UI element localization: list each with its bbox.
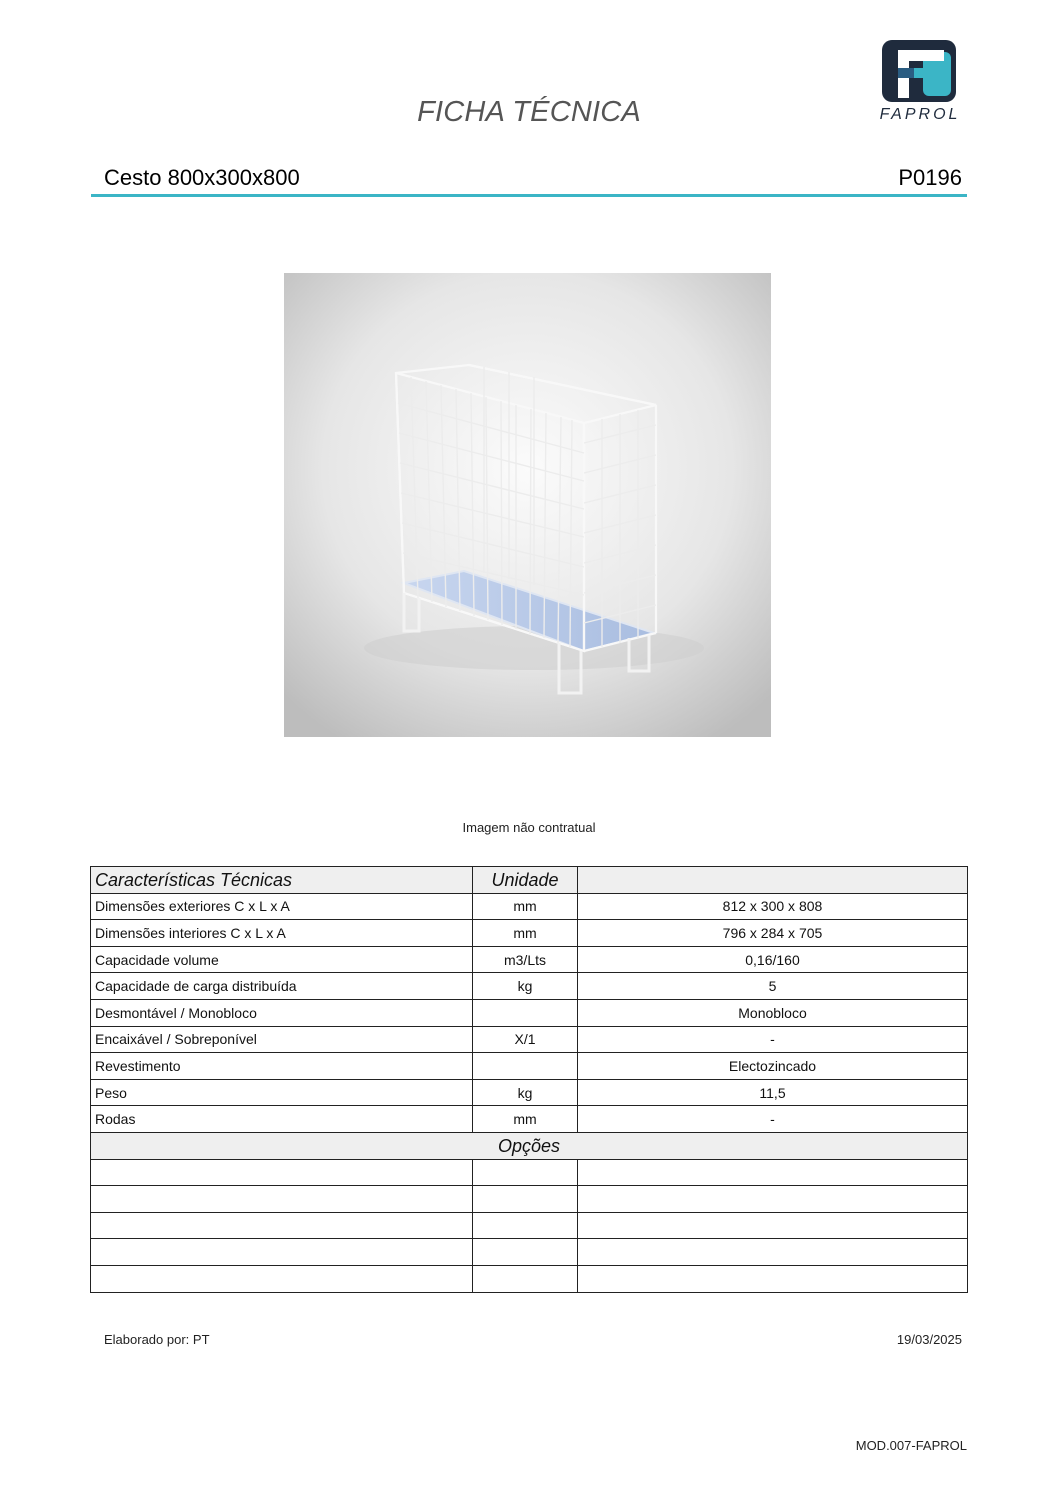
option-label [91, 1212, 473, 1239]
author-note: Elaborado por: PT [104, 1332, 210, 1347]
row-label: Revestimento [91, 1053, 473, 1080]
option-value [578, 1239, 968, 1266]
options-header-row [91, 1132, 968, 1159]
row-unit: kg [473, 973, 578, 1000]
row-value: 796 x 284 x 705 [578, 920, 968, 947]
option-row [91, 1186, 968, 1213]
image-disclaimer: Imagem não contratual [462, 820, 596, 835]
option-value [578, 1186, 968, 1213]
row-unit: kg [473, 1079, 578, 1106]
table-row [91, 946, 968, 973]
product-photo [284, 273, 771, 737]
table-row [91, 1106, 968, 1133]
row-label: Dimensões interiores C x L x A [91, 920, 473, 947]
option-unit [473, 1212, 578, 1239]
product-name: Cesto 800x300x800 [104, 165, 300, 190]
table-row [91, 1053, 968, 1080]
row-unit: m3/Lts [473, 946, 578, 973]
row-value: Electozincado [578, 1053, 968, 1080]
option-label [91, 1186, 473, 1213]
row-label: Desmontável / Monobloco [91, 999, 473, 1026]
option-value [578, 1265, 968, 1292]
table-row [91, 973, 968, 1000]
model-reference: MOD.007-FAPROL [855, 1438, 967, 1453]
row-value: - [578, 1106, 968, 1133]
option-row [91, 1265, 968, 1292]
row-unit [473, 1053, 578, 1080]
product-code: P0196 [898, 165, 962, 190]
option-label [91, 1239, 473, 1266]
table-row [91, 999, 968, 1026]
document-title: FICHA TÉCNICA [417, 96, 641, 128]
option-value [578, 1159, 968, 1186]
row-unit [473, 999, 578, 1026]
row-label: Capacidade de carga distribuída [91, 973, 473, 1000]
row-value: 0,16/160 [578, 946, 968, 973]
table-row [91, 1026, 968, 1053]
header-value [578, 867, 968, 894]
option-unit [473, 1239, 578, 1266]
header-characteristics: Características Técnicas [91, 867, 473, 894]
options-title: Opções [91, 1132, 968, 1159]
option-unit [473, 1186, 578, 1213]
table-row [91, 893, 968, 920]
row-value: - [578, 1026, 968, 1053]
row-value: 812 x 300 x 808 [578, 893, 968, 920]
row-value: 5 [578, 973, 968, 1000]
row-label: Encaixável / Sobreponível [91, 1026, 473, 1053]
brand-name: FAPROL [879, 106, 961, 123]
row-label: Rodas [91, 1106, 473, 1133]
option-label [91, 1265, 473, 1292]
option-unit [473, 1265, 578, 1292]
row-label: Peso [91, 1079, 473, 1106]
row-unit: X/1 [473, 1026, 578, 1053]
specs-table [90, 866, 968, 1293]
table-row [91, 1079, 968, 1106]
table-header-row [91, 867, 968, 894]
option-row [91, 1159, 968, 1186]
document-date: 19/03/2025 [896, 1332, 962, 1347]
option-row [91, 1212, 968, 1239]
option-value [578, 1212, 968, 1239]
row-label: Dimensões exteriores C x L x A [91, 893, 473, 920]
option-label [91, 1159, 473, 1186]
table-row [91, 920, 968, 947]
row-value: Monobloco [578, 999, 968, 1026]
header-unit: Unidade [473, 867, 578, 894]
row-label: Capacidade volume [91, 946, 473, 973]
row-value: 11,5 [578, 1079, 968, 1106]
row-unit: mm [473, 893, 578, 920]
option-unit [473, 1159, 578, 1186]
row-unit: mm [473, 1106, 578, 1133]
title-divider [91, 194, 967, 197]
option-row [91, 1239, 968, 1266]
row-unit: mm [473, 920, 578, 947]
